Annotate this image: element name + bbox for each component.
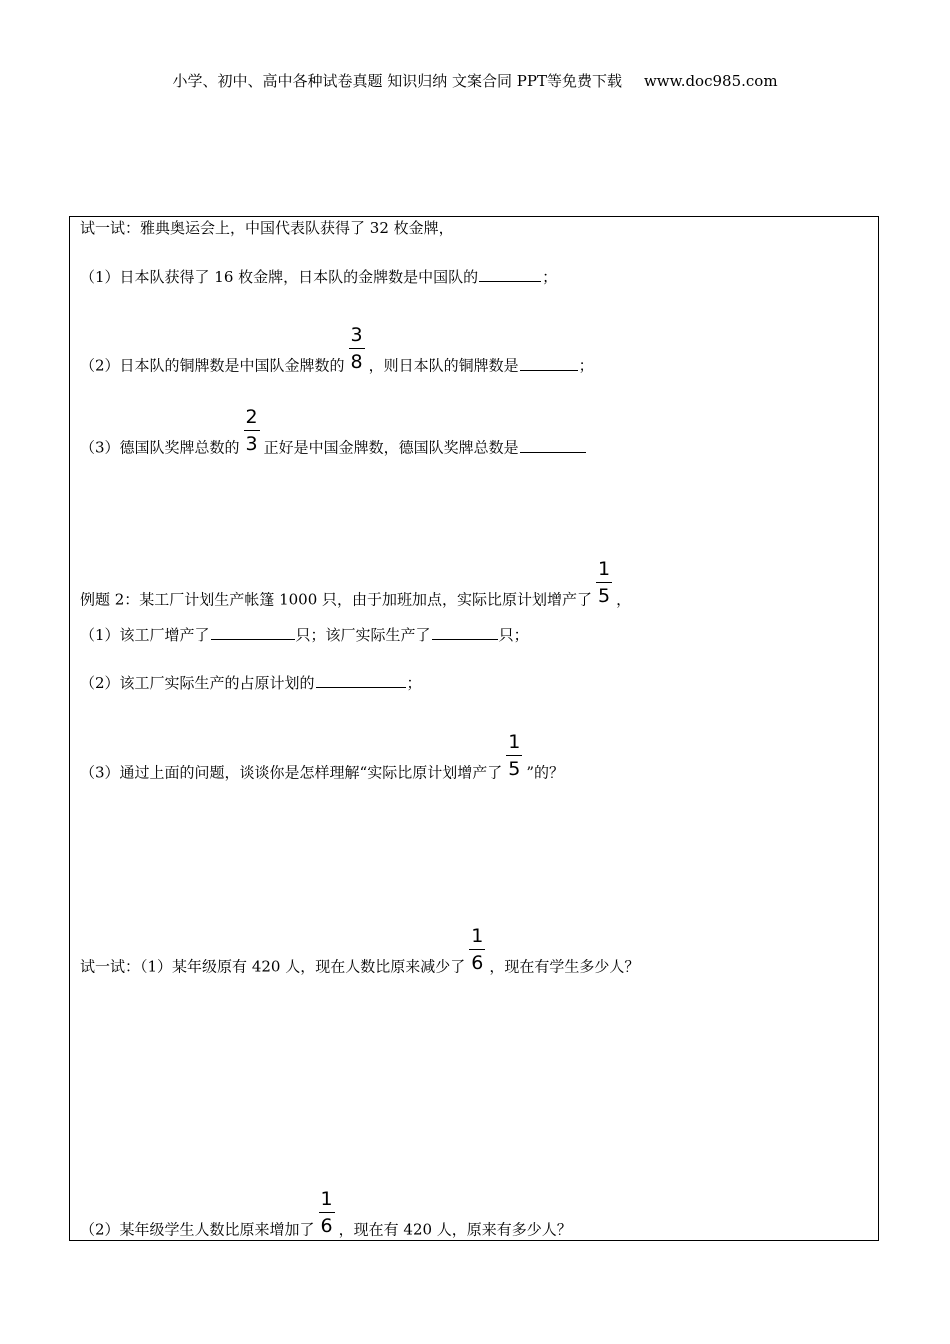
example2-q2: （2）该工厂实际生产的占原计划的 ； [80, 674, 422, 692]
try1-q3: （3）德国队奖牌总数的 $\frac{2}{3}$ 正好是中国金牌数，德国队奖牌总数是 [80, 425, 587, 472]
header-site: www.doc985.com [643, 72, 778, 90]
try2-q2: （2）某年级学生人数比原来增加了 $\frac{1}{6}$ ，现在有 420 人，原来有多少人？ [80, 1188, 572, 1239]
example2-intro: 例题 2：某工厂计划生产帐篷 1000 只，由于加班加点，实际比原计划增产了 $\frac{1}{5}$ ， [80, 558, 632, 609]
answer-blank[interactable] [520, 438, 586, 453]
example2-q3: （3）通过上面的问题，谈谈你是怎样理解“实际比原计划增产了 $\frac{1}{5}$ ”的？ [80, 731, 564, 782]
try1-q1: （1）日本队获得了 16 枚金牌，日本队的金牌数是中国队的 ； [80, 268, 558, 286]
page-header [0, 70, 950, 91]
try1-q2: （2）日本队的铜牌数是中国队金牌数的 $\frac{3}{8}$ ，则日本队的铜牌数是 ； [80, 324, 594, 375]
answer-blank[interactable] [432, 625, 498, 640]
fraction: $\frac{3}{8}$ [350, 324, 363, 373]
answer-blank[interactable] [520, 356, 578, 371]
fraction: $\frac{1}{6}$ [471, 925, 484, 974]
fraction: $\frac{1}{5}$ [598, 558, 611, 607]
answer-blank[interactable] [479, 267, 541, 282]
try2-q1: 试一试：（1）某年级原有 420 人，现在人数比原来减少了 $\frac{1}{6}$ ，现在有学生多少人？ [80, 925, 640, 976]
answer-blank[interactable] [211, 625, 295, 640]
try1-intro: 试一试：雅典奥运会上，中国代表队获得了 32 枚金牌， [80, 219, 454, 237]
fraction: $\frac{2}{3}$ [245, 406, 258, 455]
fraction: $\frac{1}{6}$ [320, 1188, 333, 1237]
header-text: 小学、初中、高中各种试卷真题 知识归纳 文案合同 PPT等免费下载 [172, 72, 622, 90]
example2-q1: （1）该工厂增产了 只；该厂实际生产了 只； [80, 626, 529, 644]
answer-blank[interactable] [316, 673, 406, 688]
fraction: $\frac{1}{5}$ [508, 731, 521, 780]
